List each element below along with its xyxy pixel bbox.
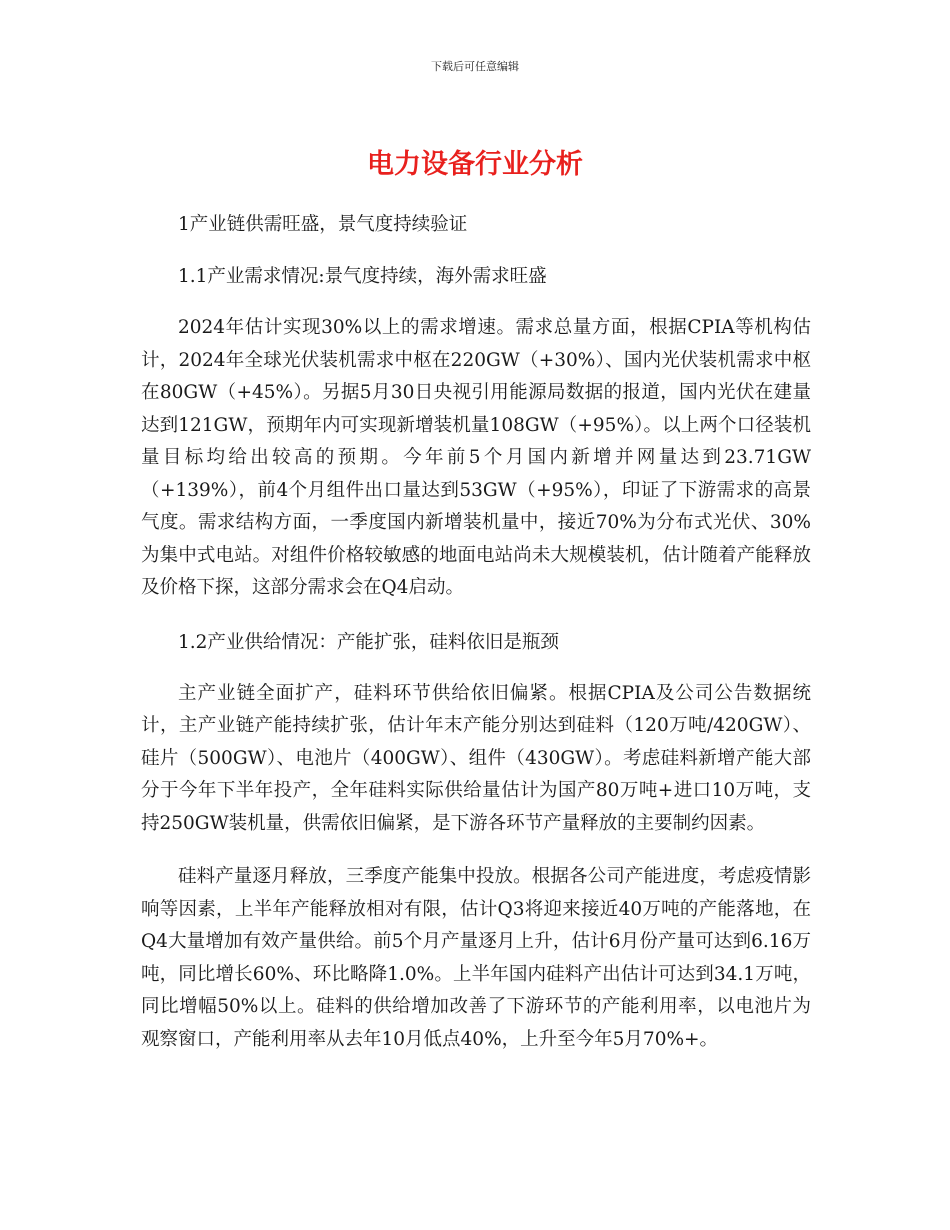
document-title: 电力设备行业分析 <box>367 149 583 180</box>
section-heading-1-1: 1.1产业需求情况:景气度持续，海外需求旺盛 <box>178 266 547 287</box>
section-heading-1-2: 1.2产业供给情况：产能扩张，硅料依旧是瓶颈 <box>178 631 559 653</box>
paragraph-supply-expansion: 主产业链全面扩产，硅料环节供给依旧偏紧。根据CPIA及公司公告数据统计，主产业链产能持续扩张，估计年末产能分别达到硅料（120万吨/420GW）、硅片（500GW）、电池片（400GW）、组件（430GW）。考虑硅料新增产能大部分于今年下半年投产，全年硅料实际供给量估计为国产80万吨+进口10万吨，支持250GW装机量，供需依旧偏紧，是下游各环节产量释放的主要制约因素。 <box>141 682 811 834</box>
page-header-note: 下载后可任意编辑 <box>431 60 519 73</box>
paragraph-demand: 2024年估计实现30%以上的需求增速。需求总量方面，根据CPIA等机构估计，2024年全球光伏装机需求中枢在220GW（+30%）、国内光伏装机需求中枢在80GW（+45%）。另据5月30日央视引用能源局数据的报道，国内光伏在建量达到121GW，预期年内可实现新增装机量108GW（+95%）。以上两个口径装机量目标均给出较高的预期。今年前5个月国内新增并网量达到23.71GW（+139%），前4个月组件出口量达到53GW（+95%），印证了下游需求的高景气度。需求结构方面，一季度国内新增装机量中，接近70%为分布式光伏、30%为集中式电站。对组件价格较敏感的地面电站尚未大规模装机，估计随着产能释放及价格下探，这部分需求会在Q4启动。 <box>141 317 811 598</box>
section-heading-1: 1产业链供需旺盛，景气度持续验证 <box>178 214 468 235</box>
paragraph-silicon-output: 硅料产量逐月释放，三季度产能集中投放。根据各公司产能进度，考虑疫情影响等因素，上半年产能释放相对有限，估计Q3将迎来接近40万吨的产能落地，在Q4大量增加有效产量供给。前5个月产量逐月上升，估计6月份产量可达到6.16万吨，同比增长60%、环比略降1.0%。上半年国内硅料产出估计可达到34.1万吨，同比增幅50%以上。硅料的供给增加改善了下游环节的产能利用率，以电池片为观察窗口，产能利用率从去年10月低点40%，上升至今年5月70%+。 <box>141 866 811 1050</box>
document-body <box>141 208 811 1077</box>
